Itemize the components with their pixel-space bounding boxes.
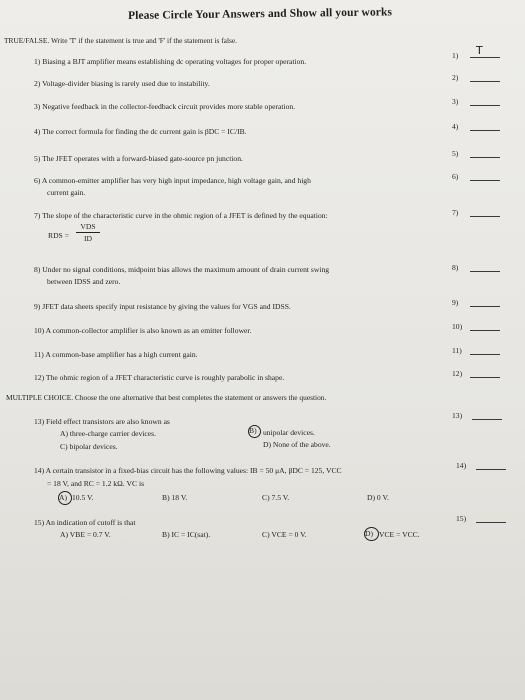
q7-text: 7) The slope of the characteristic curve in the ohmic region of a JFET is defined by the equation: bbox=[34, 211, 328, 220]
q7-answer-blank[interactable] bbox=[470, 216, 500, 217]
q14-text: 14) A certain transistor in a fixed-bias circuit has the following values: IB = 50 μA, βDC = 125, VCC bbox=[34, 466, 342, 475]
q14-option-b[interactable]: B) 18 V. bbox=[162, 493, 188, 502]
q7-formula-lhs: RDS = bbox=[48, 231, 69, 240]
q6-answer-number: 6) bbox=[452, 172, 459, 181]
q10-text: 10) A common-collector amplifier is also known as an emitter follower. bbox=[34, 326, 252, 335]
q4-answer-number: 4) bbox=[452, 122, 459, 131]
q13-text: 13) Field effect transistors are also known as bbox=[34, 417, 170, 426]
q13-answer-number: 13) bbox=[452, 411, 463, 420]
q7-formula-fraction bbox=[76, 222, 100, 243]
q15-option-c[interactable]: C) VCE = 0 V. bbox=[262, 530, 307, 539]
q3-answer-blank[interactable] bbox=[470, 105, 500, 106]
q12-answer-blank[interactable] bbox=[470, 377, 500, 378]
q14-answer-number: 14) bbox=[456, 461, 467, 470]
q15-answer-number: 15) bbox=[456, 514, 467, 523]
q13-option-a[interactable]: A) three-charge carrier devices. bbox=[60, 429, 156, 438]
q14-option-a-text[interactable]: 10.5 V. bbox=[72, 493, 94, 502]
q15-text: 15) An indication of cutoff is that bbox=[34, 518, 136, 527]
q7-formula-numerator: VDS bbox=[80, 222, 96, 231]
q6-text: 6) A common-emitter amplifier has very high input impedance, high voltage gain, and high bbox=[34, 176, 311, 185]
q2-text: 2) Voltage-divider biasing is rarely used due to instability. bbox=[34, 79, 210, 88]
q14-option-c[interactable]: C) 7.5 V. bbox=[262, 493, 290, 502]
mc-section-header: MULTIPLE CHOICE. Choose the one alternative that best completes the statement or answers the question. bbox=[6, 393, 327, 402]
q4-answer-blank[interactable] bbox=[470, 130, 500, 131]
page-title: Please Circle Your Answers and Show all your works bbox=[128, 6, 393, 22]
q13-option-d[interactable]: D) None of the above. bbox=[263, 440, 331, 449]
q11-text: 11) A common-base amplifier has a high current gain. bbox=[34, 350, 198, 359]
q8-text-continued: between IDSS and zero. bbox=[47, 277, 121, 286]
q9-text: 9) JFET data sheets specify input resistance by giving the values for VGS and IDSS. bbox=[34, 302, 291, 311]
q5-answer-blank[interactable] bbox=[470, 157, 500, 158]
tf-section-header: TRUE/FALSE. Write 'T' if the statement is true and 'F' if the statement is false. bbox=[4, 36, 237, 45]
q9-answer-blank[interactable] bbox=[470, 306, 500, 307]
q15-option-d-letter[interactable]: D) bbox=[365, 529, 374, 538]
q3-answer-number: 3) bbox=[452, 97, 459, 106]
q5-answer-number: 5) bbox=[452, 149, 459, 158]
q7-answer-number: 7) bbox=[452, 208, 459, 217]
q15-option-a[interactable]: A) VBE = 0.7 V. bbox=[60, 530, 111, 539]
q4-text: 4) The correct formula for finding the dc current gain is βDC = IC/IB. bbox=[34, 127, 247, 136]
q12-text: 12) The ohmic region of a JFET characteristic curve is roughly parabolic in shape. bbox=[34, 373, 285, 382]
q6-text-continued: current gain. bbox=[47, 188, 86, 197]
q1-text: 1) Biasing a BJT amplifier means establishing dc operating voltages for proper operation. bbox=[34, 57, 307, 66]
q14-text-continued: = 18 V, and RC = 1.2 kΩ. VC is bbox=[47, 479, 145, 488]
q11-answer-number: 11) bbox=[452, 346, 462, 355]
q13-option-b-text[interactable]: unipolar devices. bbox=[263, 428, 315, 437]
q1-answer-mark: T bbox=[476, 44, 483, 57]
q14-option-a-letter[interactable]: A) bbox=[59, 493, 68, 502]
q10-answer-blank[interactable] bbox=[470, 330, 500, 331]
q2-answer-blank[interactable] bbox=[470, 81, 500, 82]
q15-option-d-text[interactable]: VCE = VCC. bbox=[379, 530, 420, 539]
q13-option-b-letter[interactable]: B) bbox=[249, 426, 257, 435]
q13-option-c[interactable]: C) bipolar devices. bbox=[60, 442, 118, 451]
q13-answer-blank[interactable] bbox=[472, 419, 502, 420]
q9-answer-number: 9) bbox=[452, 298, 459, 307]
q8-answer-blank[interactable] bbox=[470, 271, 500, 272]
q14-answer-blank[interactable] bbox=[476, 469, 506, 470]
q8-text: 8) Under no signal conditions, midpoint bias allows the maximum amount of drain current swing bbox=[34, 265, 330, 274]
q14-option-d[interactable]: D) 0 V. bbox=[367, 493, 389, 502]
q1-answer-blank[interactable] bbox=[470, 57, 500, 58]
q2-answer-number: 2) bbox=[452, 73, 459, 82]
q8-answer-number: 8) bbox=[452, 263, 459, 272]
q3-text: 3) Negative feedback in the collector-feedback circuit provides more stable operation. bbox=[34, 102, 296, 111]
q7-formula-denominator: ID bbox=[83, 234, 92, 243]
q15-answer-blank[interactable] bbox=[476, 522, 506, 523]
q6-answer-blank[interactable] bbox=[470, 180, 500, 181]
q5-text: 5) The JFET operates with a forward-biased gate-source pn junction. bbox=[34, 154, 243, 163]
q12-answer-number: 12) bbox=[452, 369, 463, 378]
q1-answer-number: 1) bbox=[452, 51, 459, 60]
q15-option-b[interactable]: B) IC = IC(sat). bbox=[162, 530, 211, 539]
q11-answer-blank[interactable] bbox=[470, 354, 500, 355]
q10-answer-number: 10) bbox=[452, 322, 463, 331]
